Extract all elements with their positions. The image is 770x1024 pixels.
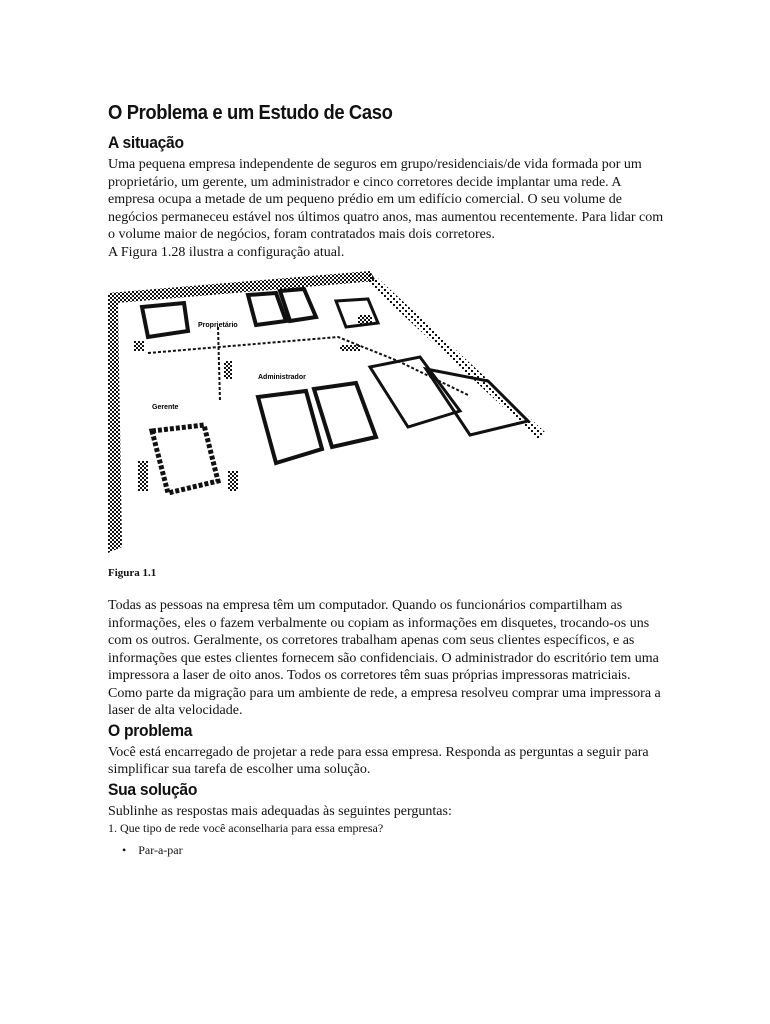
situation-paragraph-1: Uma pequena empresa independente de seguros em grupo/residenciais/de vida formada por um proprietário, um gerente, um administrador e cinco corretores decide implantar uma rede. A empresa ocupa a metade de um pequeno prédio em um edifício comercial. O seu volume de negócios permaneceu estável nos últimos quatro anos, mas aumentou recentemente. Para lidar com o volume maior de negócios, foram contratados mais dois corretores. <box>108 157 664 242</box>
cubicle-b <box>258 391 322 463</box>
document-page <box>108 100 668 858</box>
situation-heading: A situação <box>108 133 184 152</box>
office-layout-figure <box>108 271 668 555</box>
situation-paragraph-2: A Figura 1.28 ilustra a configuração atual. <box>108 244 345 260</box>
figure-caption: Figura 1.1 <box>108 567 157 579</box>
equipment-1 <box>134 341 144 351</box>
equipment-4 <box>138 461 148 491</box>
solution-heading: Sua solução <box>108 779 198 799</box>
desk-owner <box>142 303 188 337</box>
cubicle-a <box>152 425 218 493</box>
after-figure-paragraph-2: Como parte da migração para um ambiente de rede, a empresa resolveu comprar uma impressora a laser de alta velocidade. <box>108 685 661 718</box>
equipment-5 <box>228 471 238 491</box>
left-wall <box>108 293 122 553</box>
inner-wall <box>148 337 468 395</box>
label-administrator: Administrador <box>258 374 306 381</box>
equipment-3 <box>340 345 360 351</box>
back-wall <box>108 271 376 303</box>
problem-paragraph: Você está encarregado de projetar a rede para essa empresa. Responda as perguntas a seguir para simplificar sua tarefa de escolher uma solução. <box>108 744 649 777</box>
floor-outline <box>108 271 546 553</box>
cubicle-d <box>370 357 460 427</box>
answer-option-1 <box>122 842 668 858</box>
solution-intro: Sublinhe as respostas mais adequadas às seguintes perguntas: <box>108 803 452 819</box>
label-owner: Proprietário <box>198 322 238 329</box>
equipment-2 <box>224 361 232 379</box>
equipment-6 <box>358 315 372 325</box>
office-floorplan-illustration <box>108 271 568 555</box>
cubicle-e <box>426 369 528 435</box>
cubicle-c <box>314 383 376 447</box>
bullet-icon: • <box>122 843 127 857</box>
question-1: 1. Que tipo de rede você aconselharia para essa empresa? <box>108 821 384 835</box>
problem-heading: O problema <box>108 720 193 740</box>
inner-wall-vertical <box>218 327 220 401</box>
answer-option-label: Par-a-par <box>138 843 183 857</box>
after-figure-paragraph-1: Todas as pessoas na empresa têm um computador. Quando os funcionários compartilham as informações, eles o fazem verbalmente ou copiam as informações em disquetes, trocando-os uns com os outros. Geralmente, os corretores trabalham apenas com seus clientes específicos, e as informações que estes clientes fornecem são confidenciais. O administrador do escritório tem uma impressora a laser de oito anos. Todos os corretores têm suas próprias impressoras matriciais. <box>108 598 659 683</box>
page-title: O Problema e um Estudo de Caso <box>108 102 393 124</box>
label-manager: Gerente <box>152 404 179 411</box>
